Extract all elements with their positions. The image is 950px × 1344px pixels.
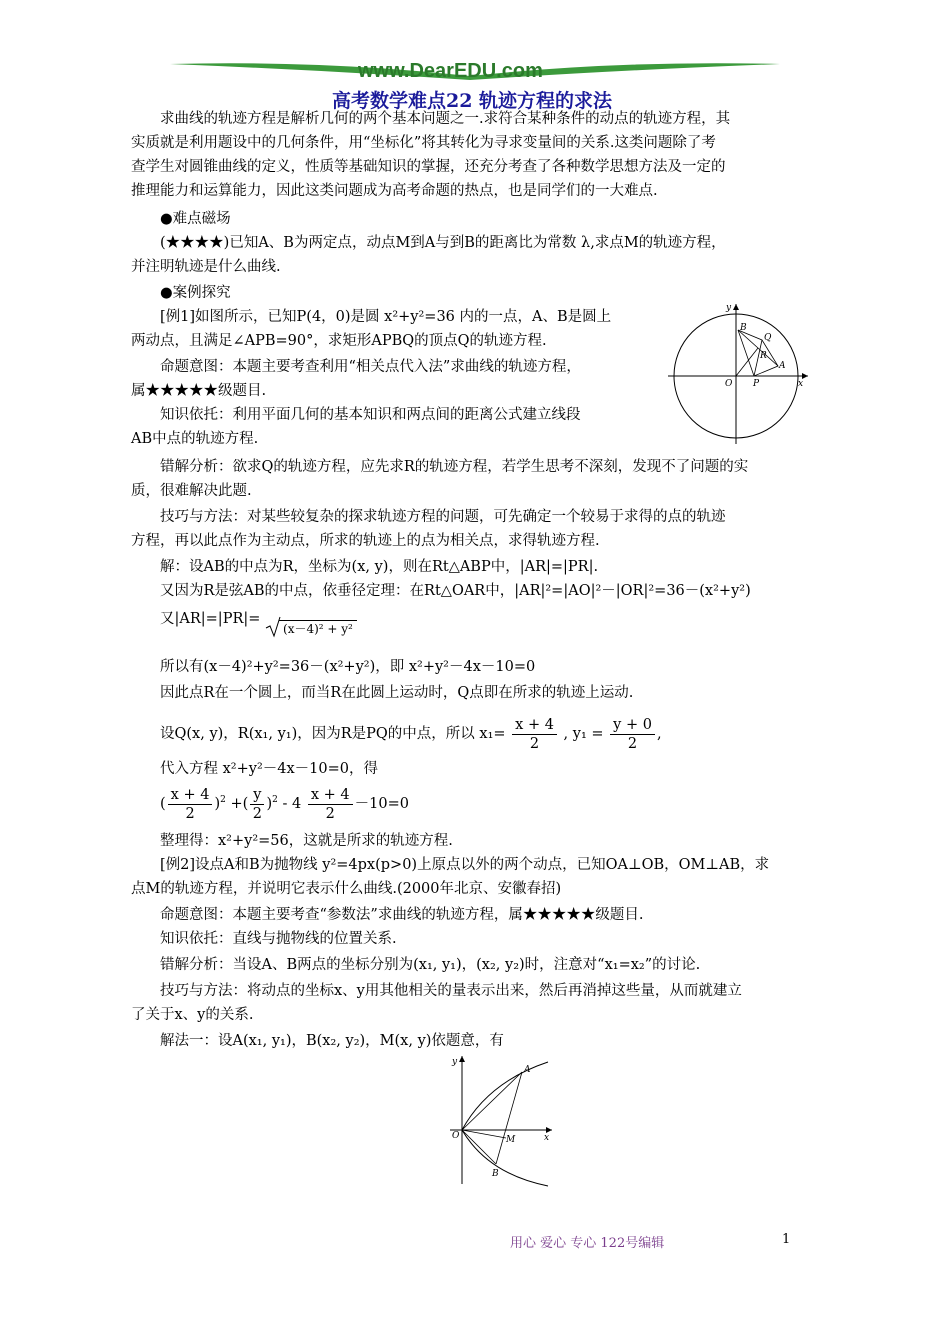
fig2-label-x: x [544, 1133, 550, 1143]
fig1-label-p: P [753, 379, 760, 389]
sqrt-expression [265, 618, 357, 640]
fig1-label-r: R [760, 351, 767, 361]
solution-9: 整理得：x²+y²=56，这就是所求的轨迹方程. [160, 833, 453, 849]
solution-1: 解：设AB的中点为R，坐标为(x, y)，则在Rt△ABP中，|AR|=|PR|. [160, 559, 599, 575]
example1-line-2: 两动点，且满足∠APB=90°，求矩形APBQ的顶点Q的轨迹方程. [131, 333, 547, 349]
error-analysis-2: 质，很难解决此题. [131, 483, 252, 499]
sqrt-radicand: (x－4)² + y² [279, 620, 357, 636]
section-heading-difficulty: ●难点磁场 [160, 211, 231, 227]
fig2-label-y: y [452, 1057, 458, 1067]
example2-line-2: 点M的轨迹方程，并说明它表示什么曲线.(2000年北京、安徽春招) [131, 881, 562, 897]
page-number: 1 [782, 1232, 791, 1247]
fig1-label-y: y [726, 303, 732, 313]
example1-knowledge-1: 知识依托：利用平面几何的基本知识和两点间的距离公式建立线段 [160, 407, 581, 423]
error-analysis-1: 错解分析：欲求Q的轨迹方程，应先求R的轨迹方程，若学生思考不深刻，发现不了问题的实 [160, 459, 749, 475]
fig2-label-a: A [524, 1065, 531, 1075]
example2-technique-2: 了关于x、y的关系. [131, 1007, 254, 1023]
solution-6-text: 设Q(x, y)，R(x₁, y₁)，因为R是PQ的中点，所以 x₁= [160, 726, 506, 742]
problem-line-2: 并注明轨迹是什么曲线. [131, 259, 281, 275]
site-logo-text: www.DearEDU.com [358, 60, 543, 82]
solution-3 [160, 608, 850, 636]
solution-5: 因此点R在一个圆上，而当R在此圆上运动时，Q点即在所求的轨迹上运动. [160, 685, 634, 701]
solution-7: 代入方程 x²+y²－4x－10=0，得 [160, 761, 378, 777]
intro-line-1: 求曲线的轨迹方程是解析几何的两个基本问题之一.求符合某种条件的动点的轨迹方程，其 [160, 111, 731, 127]
example1-intent-1: 命题意图：本题主要考查利用“相关点代入法”求曲线的轨迹方程， [160, 359, 581, 375]
fraction-x1-denominator: 2 [529, 735, 540, 752]
solution-2: 又因为R是弦AB的中点，依垂径定理：在Rt△OAR中，|AR|²=|AO|²－|OR|²=36－(x²+y²) [160, 583, 751, 599]
page-title: 高考数学难点22 轨迹方程的求法 [332, 90, 613, 112]
example2-technique-1: 技巧与方法：将动点的坐标x、y用其他相关的量表示出来，然后再消掉这些量，从而就建立 [160, 983, 742, 999]
problem-line-1: (★★★★)已知A、B为两定点，动点M到A与到B的距离比为常数 λ,求点M的轨迹方程， [160, 235, 726, 251]
fraction-x1 [512, 716, 557, 753]
fraction-b: $\frac{y}{2}$ [250, 786, 264, 823]
intro-line-4: 推理能力和运算能力，因此这类问题成为高考命题的热点，也是同学们的一大难点. [131, 183, 658, 199]
fraction-y1-denominator: 2 [627, 735, 638, 752]
fraction-a: $\frac{x + 4}{2}$ [168, 786, 213, 823]
fig2-label-o: O [452, 1131, 460, 1141]
solution-6-mid: , y₁ = [563, 726, 604, 742]
figure-circle-diagram [668, 296, 818, 446]
example2-knowledge: 知识依托：直线与抛物线的位置关系. [160, 931, 397, 947]
fig2-label-b: B [492, 1169, 499, 1179]
footer-text: 用心 爱心 专心 122号编辑 [510, 1236, 665, 1251]
solution-8: ( $\frac{x + 4}{2}$ )$^2$ +( $\frac{y}{2}$ )$^2$ - 4 $\frac{x + 4}{2}$ －10=0 [160, 786, 409, 822]
intro-line-2: 实质就是利用题设中的几何条件，用“坐标化”将其转化为寻求变量间的关系.这类问题除了考 [131, 135, 716, 151]
example2-error: 错解分析：当设A、B两点的坐标分别为(x₁, y₁)，(x₂, y₂)时，注意对“x₁=x₂”的讨论. [160, 957, 701, 973]
example2-solution-1: 解法一：设A(x₁, y₁)，B(x₂, y₂)，M(x, y)依题意，有 [160, 1033, 504, 1049]
fraction-y1-numerator: y + 0 [610, 716, 655, 735]
fig1-label-q: Q [764, 333, 772, 343]
fraction-x1-numerator: x + 4 [512, 716, 557, 735]
figure-parabola-diagram [448, 1052, 558, 1190]
example2-intent: 命题意图：本题主要考查“参数法”求曲线的轨迹方程，属★★★★★级题目. [160, 907, 644, 923]
fig1-label-a: A [779, 361, 786, 371]
solution-8-tail: －10=0 [354, 796, 409, 812]
fig1-label-o: O [725, 379, 733, 389]
fraction-y1 [610, 716, 655, 753]
section-heading-cases: ●案例探究 [160, 285, 231, 301]
intro-line-3: 查学生对圆锥曲线的定义，性质等基础知识的掌握，还充分考查了各种数学思想方法及一定的 [131, 159, 726, 175]
example2-line-1: [例2]设点A和B为抛物线 y²=4px(p>0)上原点以外的两个动点，已知OA⊥OB，OM⊥AB，求 [160, 857, 770, 873]
fig1-label-b: B [740, 323, 747, 333]
technique-2: 方程，再以此点作为主动点，所求的轨迹上的点为相关点，求得轨迹方程. [131, 533, 600, 549]
fig1-label-x: x [798, 379, 804, 389]
technique-1: 技巧与方法：对某些较复杂的探求轨迹方程的问题，可先确定一个较易于求得的点的轨迹 [160, 509, 726, 525]
solution-3-text: 又|AR|=|PR|= [160, 611, 261, 627]
example1-knowledge-2: AB中点的轨迹方程. [131, 431, 259, 447]
example1-intent-2: 属★★★★★级题目. [131, 383, 267, 399]
fraction-c: $\frac{x + 4}{2}$ [308, 786, 353, 823]
example1-line-1: [例1]如图所示，已知P(4，0)是圆 x²+y²=36 内的一点，A、B是圆上 [160, 309, 612, 325]
solution-6: 设Q(x, y)，R(x₁, y₁)，因为R是PQ的中点，所以 x₁= $\frac{x + 4}{2}$ , y₁ = $\frac{y + 0}{2}$ , [160, 716, 662, 752]
fig2-label-m: M [506, 1135, 516, 1145]
solution-4: 所以有(x－4)²+y²=36－(x²+y²)，即 x²+y²－4x－10=0 [160, 659, 536, 675]
